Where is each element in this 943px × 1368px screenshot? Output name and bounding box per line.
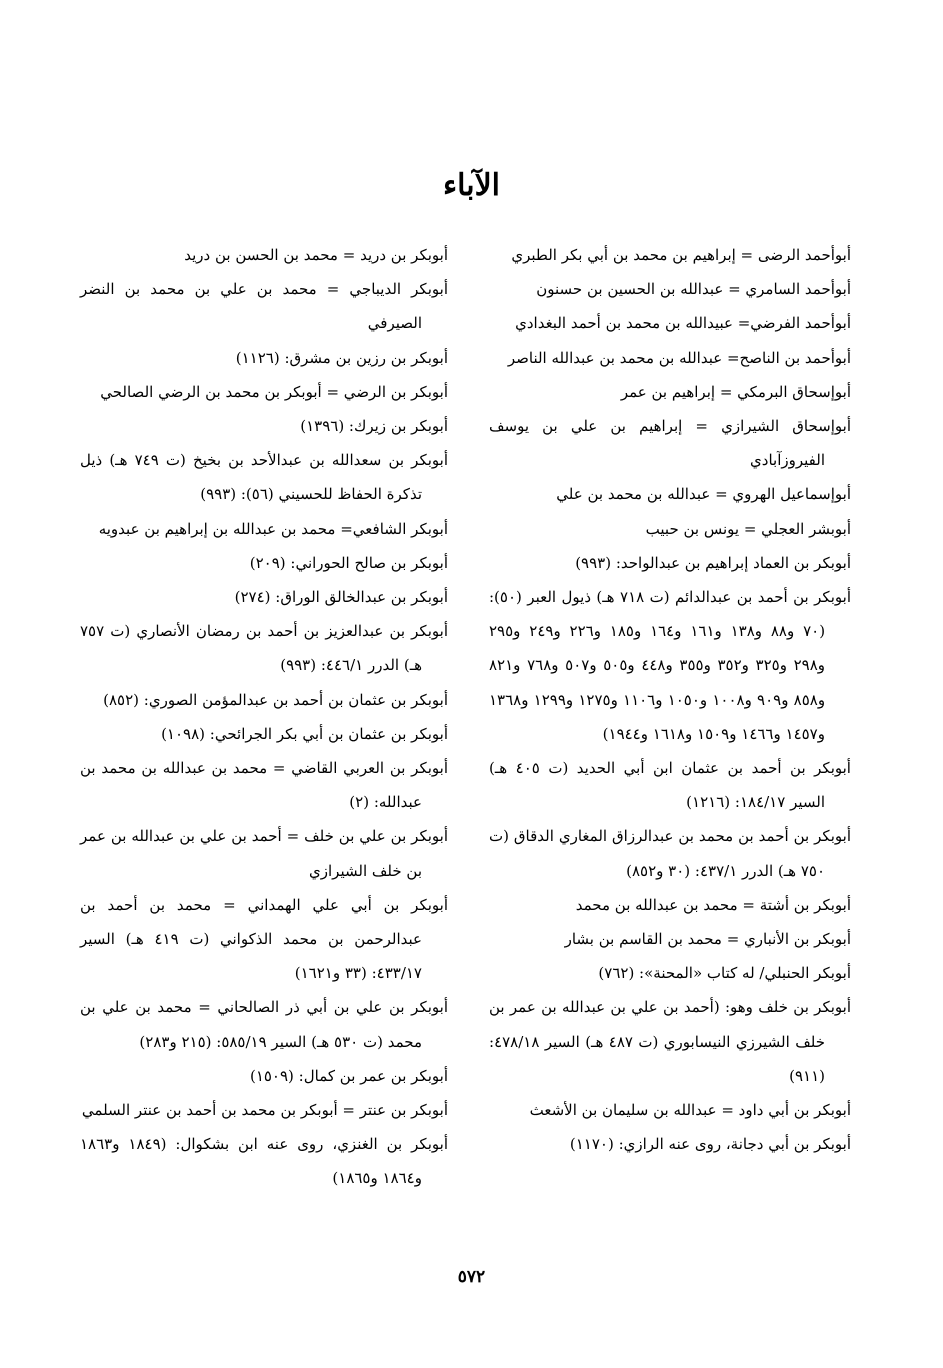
index-entry: أبوبكر بن عبدالعزيز بن أحمد بن رمضان الأنصاري (ت ٧٥٧ هـ) الدرر ٤٤٦/١: (٩٩٣)	[80, 622, 448, 675]
index-entry: أبوبكر بن أبي علي الهمداني = محمد بن أحمد بن عبدالرحمن بن محمد الذكواني (ت ٤١٩ هـ) السير ٤٣٣/١٧: (٣٣ و١٦٢١)	[80, 895, 448, 983]
left-column	[80, 238, 448, 1196]
right-column	[489, 238, 851, 1161]
index-entry: أبوبكر بن علي بن أبي ذر الصالحاني = محمد بن علي بن محمد (ت ٥٣٠ هـ) السير ٥٨٥/١٩: (٢١٥ و٢٨٣)	[80, 998, 448, 1051]
index-entry: أبوإسحاق البرمكي = إبراهيم بن عمر	[620, 382, 851, 401]
index-entry: أبوبكر بن أحمد بن عبدالدائم (ت ٧١٨ هـ) ذيول العبر (٥٠): (٧٠ و٨٨ و١٣٨ و١٦١ و١٦٤ و١٨٥ و٢٢٦ و٢٤٩ و٢٩٥ و٢٩٨ و٣٢٥ و٣٥٢ و٣٥٥ و٤٤٨ و٥٠٥ و٥٠٧ و٧٦٨ و٨٢١ و٨٥٨ و٩٠٩ و١٠٠٨ و١٠٥٠ و١١٠٦ و١٢٧٥ و١٢٩٩ و١٣٦٨ و١٤٥٧ و١٤٦٦ و١٥٠٩ و١٦١٨ و١٩٤٤)	[489, 588, 851, 743]
index-entry: أبوبكر بن علي بن خلف = أحمد بن علي بن عبدالله بن عمر بن خلف الشيرازي	[80, 827, 448, 880]
index-entry: أبوبكر بن عمر بن كمال: (١٥٠٩)	[249, 1066, 448, 1085]
index-entry: أبوبكر بن صالح الحوراني: (٢٠٩)	[249, 553, 448, 572]
index-entry: أبوإسحاق الشيرازي = إبراهيم بن علي بن يوسف الفيروزآبادي	[489, 417, 851, 470]
index-entry: أبوبكر بن العماد إبراهيم بن عبدالواحد: (٩٩٣)	[575, 553, 851, 572]
index-entry: أبوأحمد بن الناصح= عبدالله بن محمد بن عبدالله الناصر	[507, 348, 851, 367]
index-entry: أبوبكر بن زيرك: (١٣٩٦)	[300, 417, 448, 436]
index-entry: أبوبكر بن الأنباري = محمد بن القاسم بن بشار	[564, 930, 851, 949]
index-entry: أبوبكر بن الرضي = أبوبكر بن محمد بن الرضي الصالحي	[100, 382, 448, 401]
index-entry: أبوبكر بن خلف وهو: (أحمد بن علي بن عبدالله بن عمر بن خلف الشيرزي النيسابوري (ت ٤٨٧ هـ) السير ٤٧٨/١٨: (٩١١)	[489, 998, 851, 1085]
index-entry: أبوبكر بن الغنزي، روى عنه ابن بشكوال: (١٨٤٩ و١٨٦٣ و١٨٦٤ و١٨٦٥)	[80, 1135, 448, 1188]
index-entry: أبوأحمد الفرضي= عبيدالله بن محمد بن أحمد البغدادي	[515, 314, 851, 333]
index-entry: أبوبكر الشافعي= محمد بن عبدالله بن إبراهيم بن عبدويه	[98, 519, 448, 538]
index-entry: أبوبكر بن عبدالخالق الوراق: (٢٧٤)	[234, 588, 448, 607]
index-entry: أبوبكر بن أحمد بن محمد بن عبدالرزاق المغاري الدقاق (ت ٧٥٠ هـ) الدرر ٤٣٧/١: (٣٠ و٨٥٢)	[489, 827, 851, 880]
index-entry: أبوبكر بن أبي دجانة، روى عنه الرازي: (١١٧٠)	[569, 1135, 851, 1154]
page-title: الآباء	[442, 168, 501, 203]
index-entry: أبوبشر العجلي = يونس بن حبيب	[645, 519, 851, 538]
index-entry: أبوبكر بن عثمان بن أحمد بن عبدالمؤمن الصوري: (٨٥٢)	[103, 690, 448, 709]
index-entry: أبوبكر بن أحمد بن عثمان ابن أبي الحديد (ت ٤٠٥ هـ) السير ١٨٤/١٧: (١٢١٦)	[489, 759, 851, 812]
index-entry: أبوبكر بن عنتر = أبوبكر بن محمد بن أحمد بن عنتر السلمي	[81, 1101, 448, 1120]
index-entry: أبوأحمد الرضى = إبراهيم بن محمد بن أبي بكر الطبري	[511, 246, 851, 264]
index-entry: أبوإسماعيل الهروي = عبدالله بن محمد بن علي	[556, 485, 851, 504]
index-entry: أبوبكر بن العربي القاضي = محمد بن عبدالله بن محمد بن عبدالله: (٢)	[80, 759, 448, 812]
index-entry: أبوبكر بن عثمان بن أبي بكر الجرائحي: (١٠٩٨)	[161, 724, 448, 743]
index-entry: أبوبكر بن أبي داود = عبدالله بن سليمان بن الأشعث	[529, 1101, 851, 1120]
index-entry: أبوبكر الحنبلي/ له كتاب «المحنة»: (٧٦٢)	[598, 964, 851, 983]
index-entry: أبوبكر بن سعدالله بن عبدالأحد بن بخيخ (ت ٧٤٩ هـ) ذيل تذكرة الحفاظ للحسيني (٥٦): (٩٩٣)	[80, 451, 448, 504]
page-number: ٥٧٢	[457, 1267, 486, 1287]
index-entry: أبوبكر بن أشتة = محمد بن عبدالله بن محمد	[575, 895, 851, 914]
index-entry: أبوبكر بن دريد = محمد بن الحسن بن دريد	[184, 246, 448, 264]
index-entry: أبوأحمد السامري = عبدالله بن الحسين بن حسنون	[536, 280, 851, 299]
index-entry: أبوبكر الديباجي = محمد بن علي بن محمد بن النضر الصيرفي	[80, 280, 448, 333]
index-entry: أبوبكر بن رزين بن مشرق: (١١٢٦)	[235, 348, 448, 367]
